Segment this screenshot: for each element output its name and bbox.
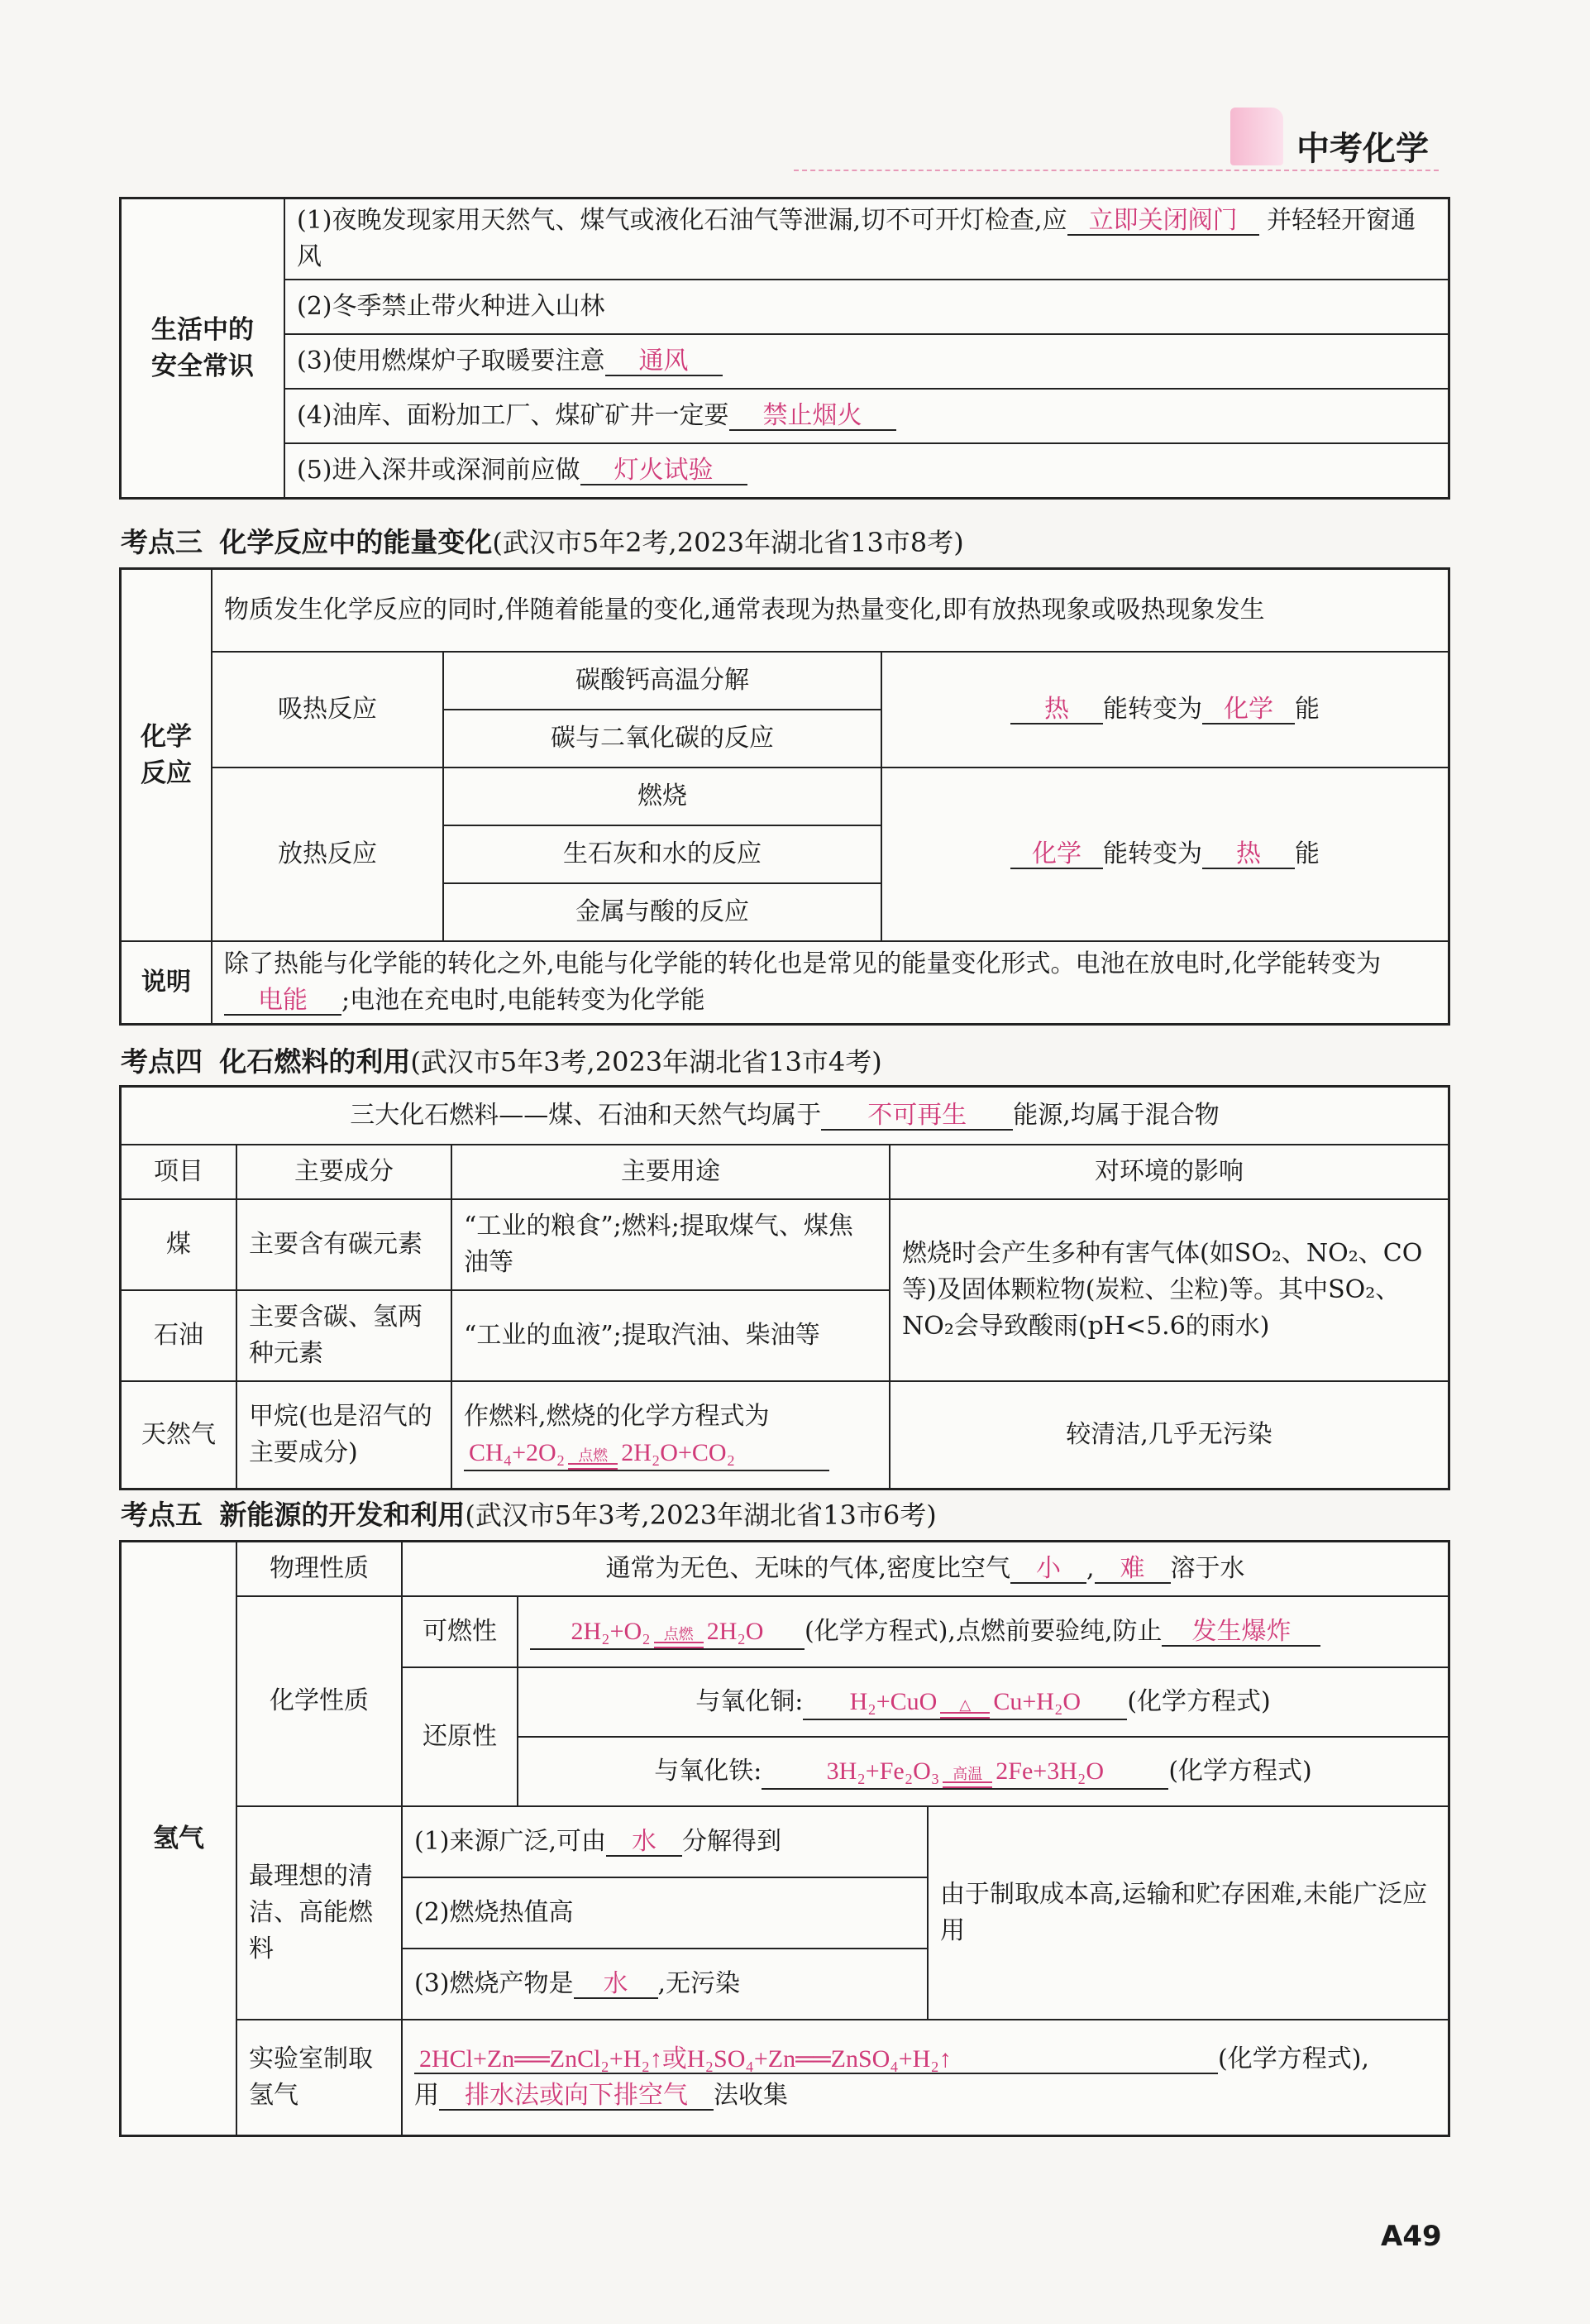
sec3-heading: 考点三 化学反应中的能量变化(武汉市5年2考,2023年湖北省13市8考) [121,526,964,558]
sec4-heading: 考点四 化石燃料的利用(武汉市5年3考,2023年湖北省13市4考) [121,1045,882,1078]
header-subject: 中考化学 [1296,130,1429,168]
header-rule [794,170,1439,171]
comb-head: 可燃性 [402,1596,518,1667]
comb-text: 2H₂+O₂ 点燃 2H₂O (化学方程式),点燃前要验纯,防止 发生爆炸 [518,1596,1449,1667]
sec4-table [119,1085,1450,1490]
endo-example-2: 碳与二氧化碳的反应 [443,710,881,767]
col-header-item: 项目 [121,1145,237,1199]
explain-head: 说明 [121,941,212,1025]
fossil-summary: 三大化石燃料——煤、石油和天然气均属于 不可再生 能源,均属于混合物 [121,1087,1449,1145]
safety-item-3: (3)使用燃煤炉子取暖要注意 通风 [284,334,1449,389]
lab-text: 2HCl+Zn══ZnCl₂+H₂↑或H₂SO₄+Zn══ZnSO₄+H₂↑ (化学方程式), 用 排水法或向下排空气 法收集 [402,2020,1449,2136]
sec3-row-head: 化学反应 [121,569,212,942]
hydrogen-head: 氢气 [121,1542,237,2136]
red-cuo: 与氧化铜: H₂+CuO △ Cu+H₂O (化学方程式) [518,1667,1449,1737]
exo-example-1: 燃烧 [443,767,881,825]
sec5-heading: 考点五 新能源的开发和利用(武汉市5年3考,2023年湖北省13市6考) [121,1499,937,1531]
ideal-1: (1)来源广泛,可由 水 分解得到 [402,1806,928,1877]
red-head: 还原性 [402,1667,518,1806]
phys-head: 物理性质 [236,1542,402,1597]
gas-composition: 甲烷(也是沼气的主要成分) [236,1381,451,1490]
header-book-icon [1230,108,1283,165]
chem-head: 化学性质 [236,1596,402,1806]
oil-use: “工业的血液”;提取汽油、柴油等 [451,1290,890,1381]
oil-name: 石油 [121,1290,237,1381]
sec3-table [119,567,1450,1026]
lab-head: 实验室制取氢气 [236,2020,402,2136]
safety-item-2: (2)冬季禁止带火种进入山林 [284,280,1449,334]
explain-text: 除了热能与化学能的转化之外,电能与化学能的转化也是常见的能量变化形式。电池在放电时,化学能转变为电能 ;电池在充电时,电能转变为化学能 [212,941,1449,1025]
sec5-table [119,1540,1450,2137]
sec3-intro: 物质发生化学反应的同时,伴随着能量的变化,通常表现为热量变化,即有放热现象或吸热现象发生 [212,569,1449,653]
col-header-environment: 对环境的影响 [890,1145,1449,1199]
gas-name: 天然气 [121,1381,237,1490]
exo-example-3: 金属与酸的反应 [443,883,881,941]
ideal-head: 最理想的清洁、高能燃料 [236,1806,402,2020]
safety-row-head: 生活中的安全常识 [121,198,285,499]
col-header-use: 主要用途 [451,1145,890,1199]
safety-item-5: (5)进入深井或深洞前应做 灯火试验 [284,443,1449,499]
exo-label: 放热反应 [212,767,443,941]
safety-item-1: (1)夜晚发现家用天然气、煤气或液化石油气等泄漏,切不可开灯检查,应 立即关闭阀门 并轻轻开窗通风 [284,198,1449,280]
ideal-3: (3)燃烧产物是 水 ,无污染 [402,1949,928,2020]
gas-use: 作燃料,燃烧的化学方程式为 CH₄+2O₂ 点燃 2H₂O+CO₂ [451,1381,890,1490]
ideal-2: (2)燃烧热值高 [402,1877,928,1949]
phys-text: 通常为无色、无味的气体,密度比空气 小 , 难 溶于水 [402,1542,1449,1597]
coal-name: 煤 [121,1199,237,1290]
coal-use: “工业的粮食”;燃料;提取煤气、煤焦油等 [451,1199,890,1290]
col-header-composition: 主要成分 [236,1145,451,1199]
exo-energy: 化学 能转变为 热 能 [881,767,1449,941]
oil-composition: 主要含碳、氢两种元素 [236,1290,451,1381]
exo-example-2: 生石灰和水的反应 [443,825,881,883]
coal-composition: 主要含有碳元素 [236,1199,451,1290]
fossil-environment: 燃烧时会产生多种有害气体(如SO₂、NO₂、CO等)及固体颗粒物(炭粒、尘粒)等。其中SO₂、NO₂会导致酸雨(pH<5.6的雨水) [890,1199,1449,1381]
endo-example-1: 碳酸钙高温分解 [443,652,881,710]
endo-label: 吸热反应 [212,652,443,767]
page-number: A49 [1381,2220,1442,2253]
gas-environment: 较清洁,几乎无污染 [890,1381,1449,1490]
safety-item-4: (4)油库、面粉加工厂、煤矿矿井一定要 禁止烟火 [284,389,1449,443]
endo-energy: 热 能转变为 化学 能 [881,652,1449,767]
red-fe2o3: 与氧化铁: 3H₂+Fe₂O₃ 高温 2Fe+3H₂O (化学方程式) [518,1737,1449,1806]
ideal-note: 由于制取成本高,运输和贮存困难,未能广泛应用 [928,1806,1449,2020]
safety-table [119,197,1450,500]
